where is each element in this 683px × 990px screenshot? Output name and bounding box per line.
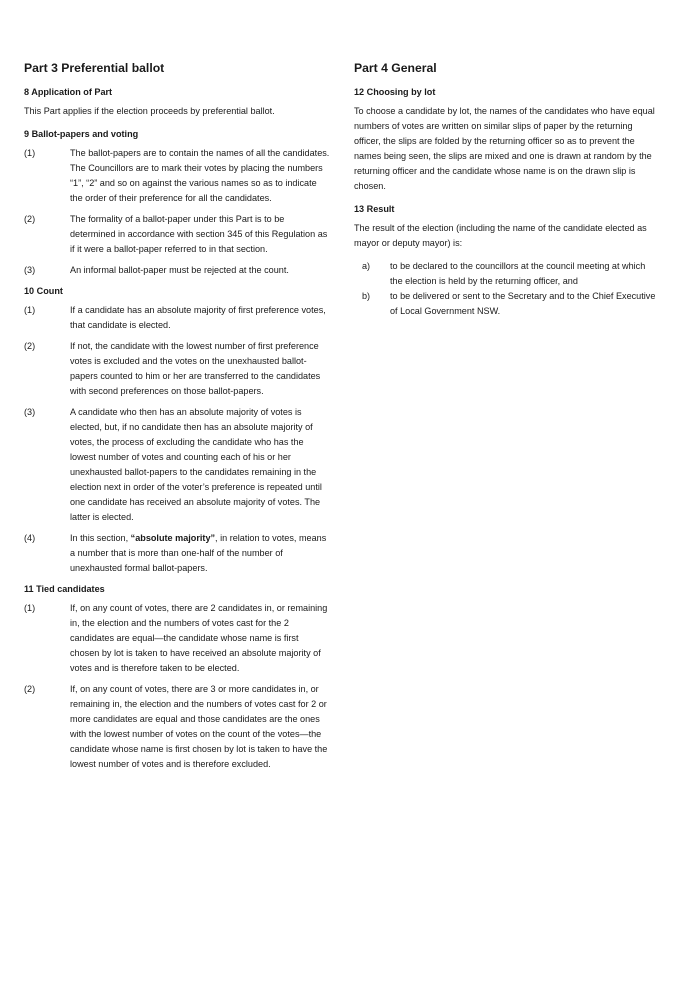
item-number: (2): [24, 684, 36, 694]
item-number: (4): [24, 533, 36, 543]
item-text: [70, 531, 330, 576]
section-13-heading: 13 Result: [354, 204, 395, 214]
section-9-item: [24, 263, 330, 278]
section-10-item: [24, 405, 330, 525]
item-number: (2): [24, 341, 36, 351]
item-text: An informal ballot-paper must be rejected at the count.: [70, 265, 289, 275]
item-text: A candidate who then has an absolute majority of votes is elected, but, if no candidate then has an absolute majority of votes, the process of excluding the candidate who has the lowest number of votes and counting each of his or her unexhausted ballot-papers to the candidates remaining in the election next in order of the voter’s preference is repeated until one candidate has received an absolute majority of votes. The latter is elected.: [70, 407, 322, 522]
section-10-item: [24, 339, 330, 399]
section-8-heading: 8 Application of Part: [24, 87, 113, 97]
section-13-text: The result of the election (including the name of the candidate elected as mayor or deputy mayor) is:: [354, 223, 647, 248]
item-text: The formality of a ballot-paper under this Part is to be determined in accordance with section 345 of this Regulation as if it were a ballot-paper referred to in that section.: [70, 214, 328, 254]
item-text: If not, the candidate with the lowest number of first preference votes is excluded and the votes on the unexhausted ballot-papers counted to him or her are transferred to the candidates with second preferences on those ballot-papers.: [70, 341, 321, 396]
item-text: to be declared to the councillors at the council meeting at which the election is held by the returning officer, and: [390, 261, 646, 286]
section-8-text: This Part applies if the election proceeds by preferential ballot.: [24, 106, 275, 116]
section-10-item: [24, 303, 330, 333]
section-9-item: [24, 212, 330, 257]
item-text-prefix: In this section,: [70, 533, 131, 543]
item-text: If, on any count of votes, there are 2 candidates in, or remaining in, the election and the numbers of votes cast for the 2 candidates are equal—the candidate whose name is first chosen by lot is taken to have received an absolute majority of votes and is therefore taken to be elected.: [70, 603, 328, 673]
item-number: a): [362, 261, 371, 271]
section-9-item: [24, 146, 330, 206]
part-4-title: Part 4 General: [354, 61, 437, 75]
section-13-item: [354, 289, 659, 319]
section-10-item: [24, 531, 330, 576]
item-text: to be delivered or sent to the Secretary and to the Chief Executive of Local Government NSW.: [390, 291, 656, 316]
item-number: (3): [24, 407, 36, 417]
section-9-heading: 9 Ballot-papers and voting: [24, 129, 139, 139]
item-number: (1): [24, 305, 36, 315]
section-11-item: [24, 601, 330, 676]
section-11-item: [24, 682, 330, 772]
item-number: (1): [24, 603, 36, 613]
item-text: The ballot-papers are to contain the names of all the candidates. The Councillors are to mark their votes by placing the numbers “1”, “2” and so on against the various names so as to indicate the order of their preference for all the candidates.: [70, 148, 330, 203]
item-text: If a candidate has an absolute majority of first preference votes, that candidate is elected.: [70, 305, 326, 330]
section-11-heading: 11 Tied candidates: [24, 584, 105, 594]
section-12-text: To choose a candidate by lot, the names of the candidates who have equal numbers of votes are written on similar slips of paper by the returning officer, the slips are folded by the returning officer so as to prevent the names being seen, the slips are mixed and one is drawn at random by the returning officer and the candidate whose name is on the drawn slip is chosen.: [354, 106, 655, 191]
right-column: [354, 60, 659, 319]
left-column: [24, 60, 330, 778]
item-number: (3): [24, 265, 36, 275]
part-3-title: Part 3 Preferential ballot: [24, 61, 165, 75]
section-10-heading: 10 Count: [24, 286, 63, 296]
section-12-heading: 12 Choosing by lot: [354, 87, 436, 97]
section-13-item: [354, 259, 659, 289]
defined-term: “absolute majority”: [130, 533, 216, 543]
item-text-suffix: , in relation to votes, means a number that is more than one-half of the number of unexhausted formal ballot-papers.: [70, 533, 327, 573]
item-number: (2): [24, 214, 36, 224]
item-text: If, on any count of votes, there are 3 or more candidates in, or remaining in, the election and the numbers of votes cast for 2 or more candidates are equal and those candidates are the ones with the lowest number of votes on the count of the votes—the candidate whose name is first chosen by lot is taken to have the lowest number of votes and is therefore excluded.: [70, 684, 328, 769]
item-number: (1): [24, 148, 36, 158]
item-number: b): [362, 291, 371, 301]
